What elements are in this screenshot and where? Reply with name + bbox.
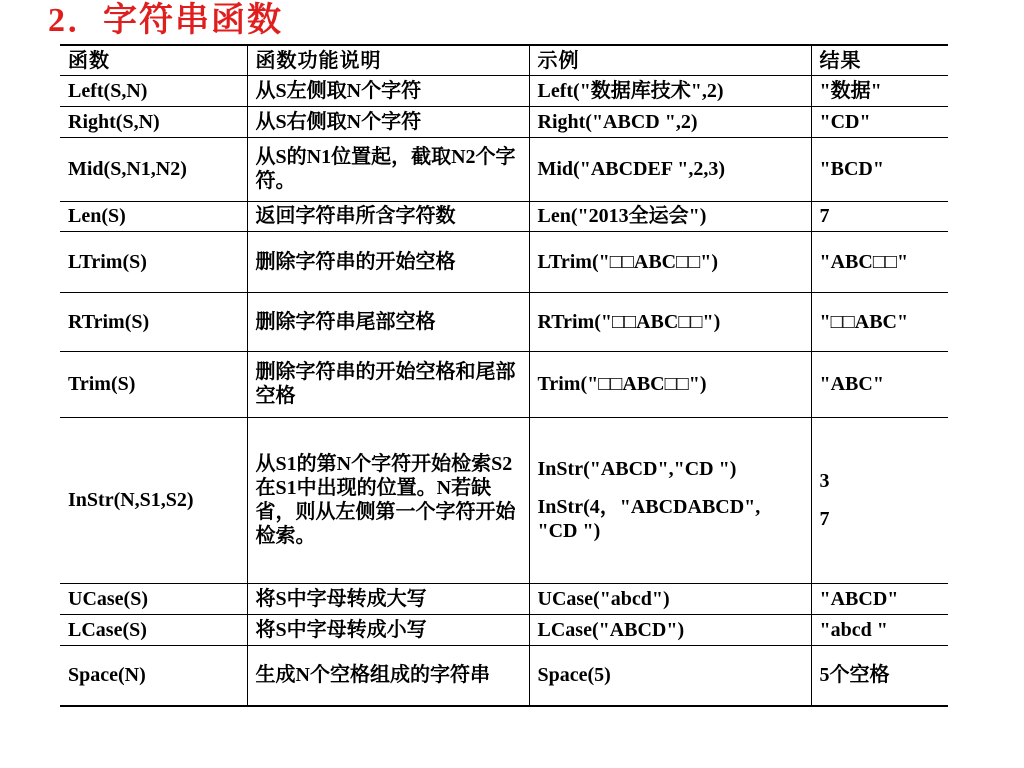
cell-example: Left("数据库技术",2) [529,75,811,106]
cell-spacer [820,493,941,507]
cell-description: 从S右侧取N个字符 [247,106,529,137]
table-row [60,106,948,137]
cell-description: 将S中字母转成小写 [247,614,529,645]
cell-example: Space(5) [529,645,811,706]
cell-example: Right("ABCD ",2) [529,106,811,137]
cell-result: "CD" [811,106,948,137]
table-row [60,417,948,583]
cell-description: 从S左侧取N个字符 [247,75,529,106]
cell-function: LCase(S) [60,614,247,645]
cell-example: LCase("ABCD") [529,614,811,645]
cell-result: "abcd " [811,614,948,645]
cell-example-pair [529,417,811,583]
cell-example: Trim("□□ABC□□") [529,351,811,417]
cell-description: 从S的N1位置起，截取N2个字符。 [247,137,529,201]
cell-example: Mid("ABCDEF ",2,3) [529,137,811,201]
table-header-row [60,45,948,75]
cell-result: 5个空格 [811,645,948,706]
table-row [60,351,948,417]
cell-description: 将S中字母转成大写 [247,583,529,614]
cell-result: 7 [811,201,948,231]
cell-result: "ABCD" [811,583,948,614]
cell-example: InStr("ABCD","CD ") [537,458,737,480]
cell-description: 删除字符串的开始空格和尾部空格 [247,351,529,417]
cell-description: 返回字符串所含字符数 [247,201,529,231]
cell-function: RTrim(S) [60,292,247,351]
table-row [60,201,948,231]
cell-example: RTrim("□□ABC□□") [529,292,811,351]
table-row [60,583,948,614]
table-row [60,614,948,645]
cell-result: 3 [819,470,830,492]
cell-example: InStr(4，"ABCDABCD", "CD ") [537,496,761,542]
table-row [60,75,948,106]
cell-example: LTrim("□□ABC□□") [529,231,811,292]
cell-result: "□□ABC" [811,292,948,351]
header-description: 函数功能说明 [247,45,529,75]
cell-description: 从S1的第N个字符开始检索S2在S1中出现的位置。N若缺省，则从左侧第一个字符开始检索。 [247,417,529,583]
cell-function: Trim(S) [60,351,247,417]
cell-spacer [538,481,803,495]
table-row [60,645,948,706]
table-row [60,292,948,351]
cell-function: Right(S,N) [60,106,247,137]
cell-example: UCase("abcd") [529,583,811,614]
cell-example: Len("2013全运会") [529,201,811,231]
cell-result: "ABC□□" [811,231,948,292]
cell-result: "BCD" [811,137,948,201]
cell-function: Len(S) [60,201,247,231]
cell-function: InStr(N,S1,S2) [60,417,247,583]
cell-function: Mid(S,N1,N2) [60,137,247,201]
cell-description: 生成N个空格组成的字符串 [247,645,529,706]
string-function-table [60,44,948,707]
header-example: 示例 [529,45,811,75]
table-row [60,231,948,292]
cell-function: LTrim(S) [60,231,247,292]
header-function: 函数 [60,45,247,75]
cell-description: 删除字符串尾部空格 [247,292,529,351]
cell-function: Left(S,N) [60,75,247,106]
cell-result: "数据" [811,75,948,106]
table-row [60,137,948,201]
cell-result: 7 [819,508,830,530]
header-result: 结果 [811,45,948,75]
cell-function: UCase(S) [60,583,247,614]
cell-description: 删除字符串的开始空格 [247,231,529,292]
cell-result-pair [811,417,948,583]
slide-title: 2．字符串函数 [48,2,283,39]
cell-function: Space(N) [60,645,247,706]
cell-result: "ABC" [811,351,948,417]
